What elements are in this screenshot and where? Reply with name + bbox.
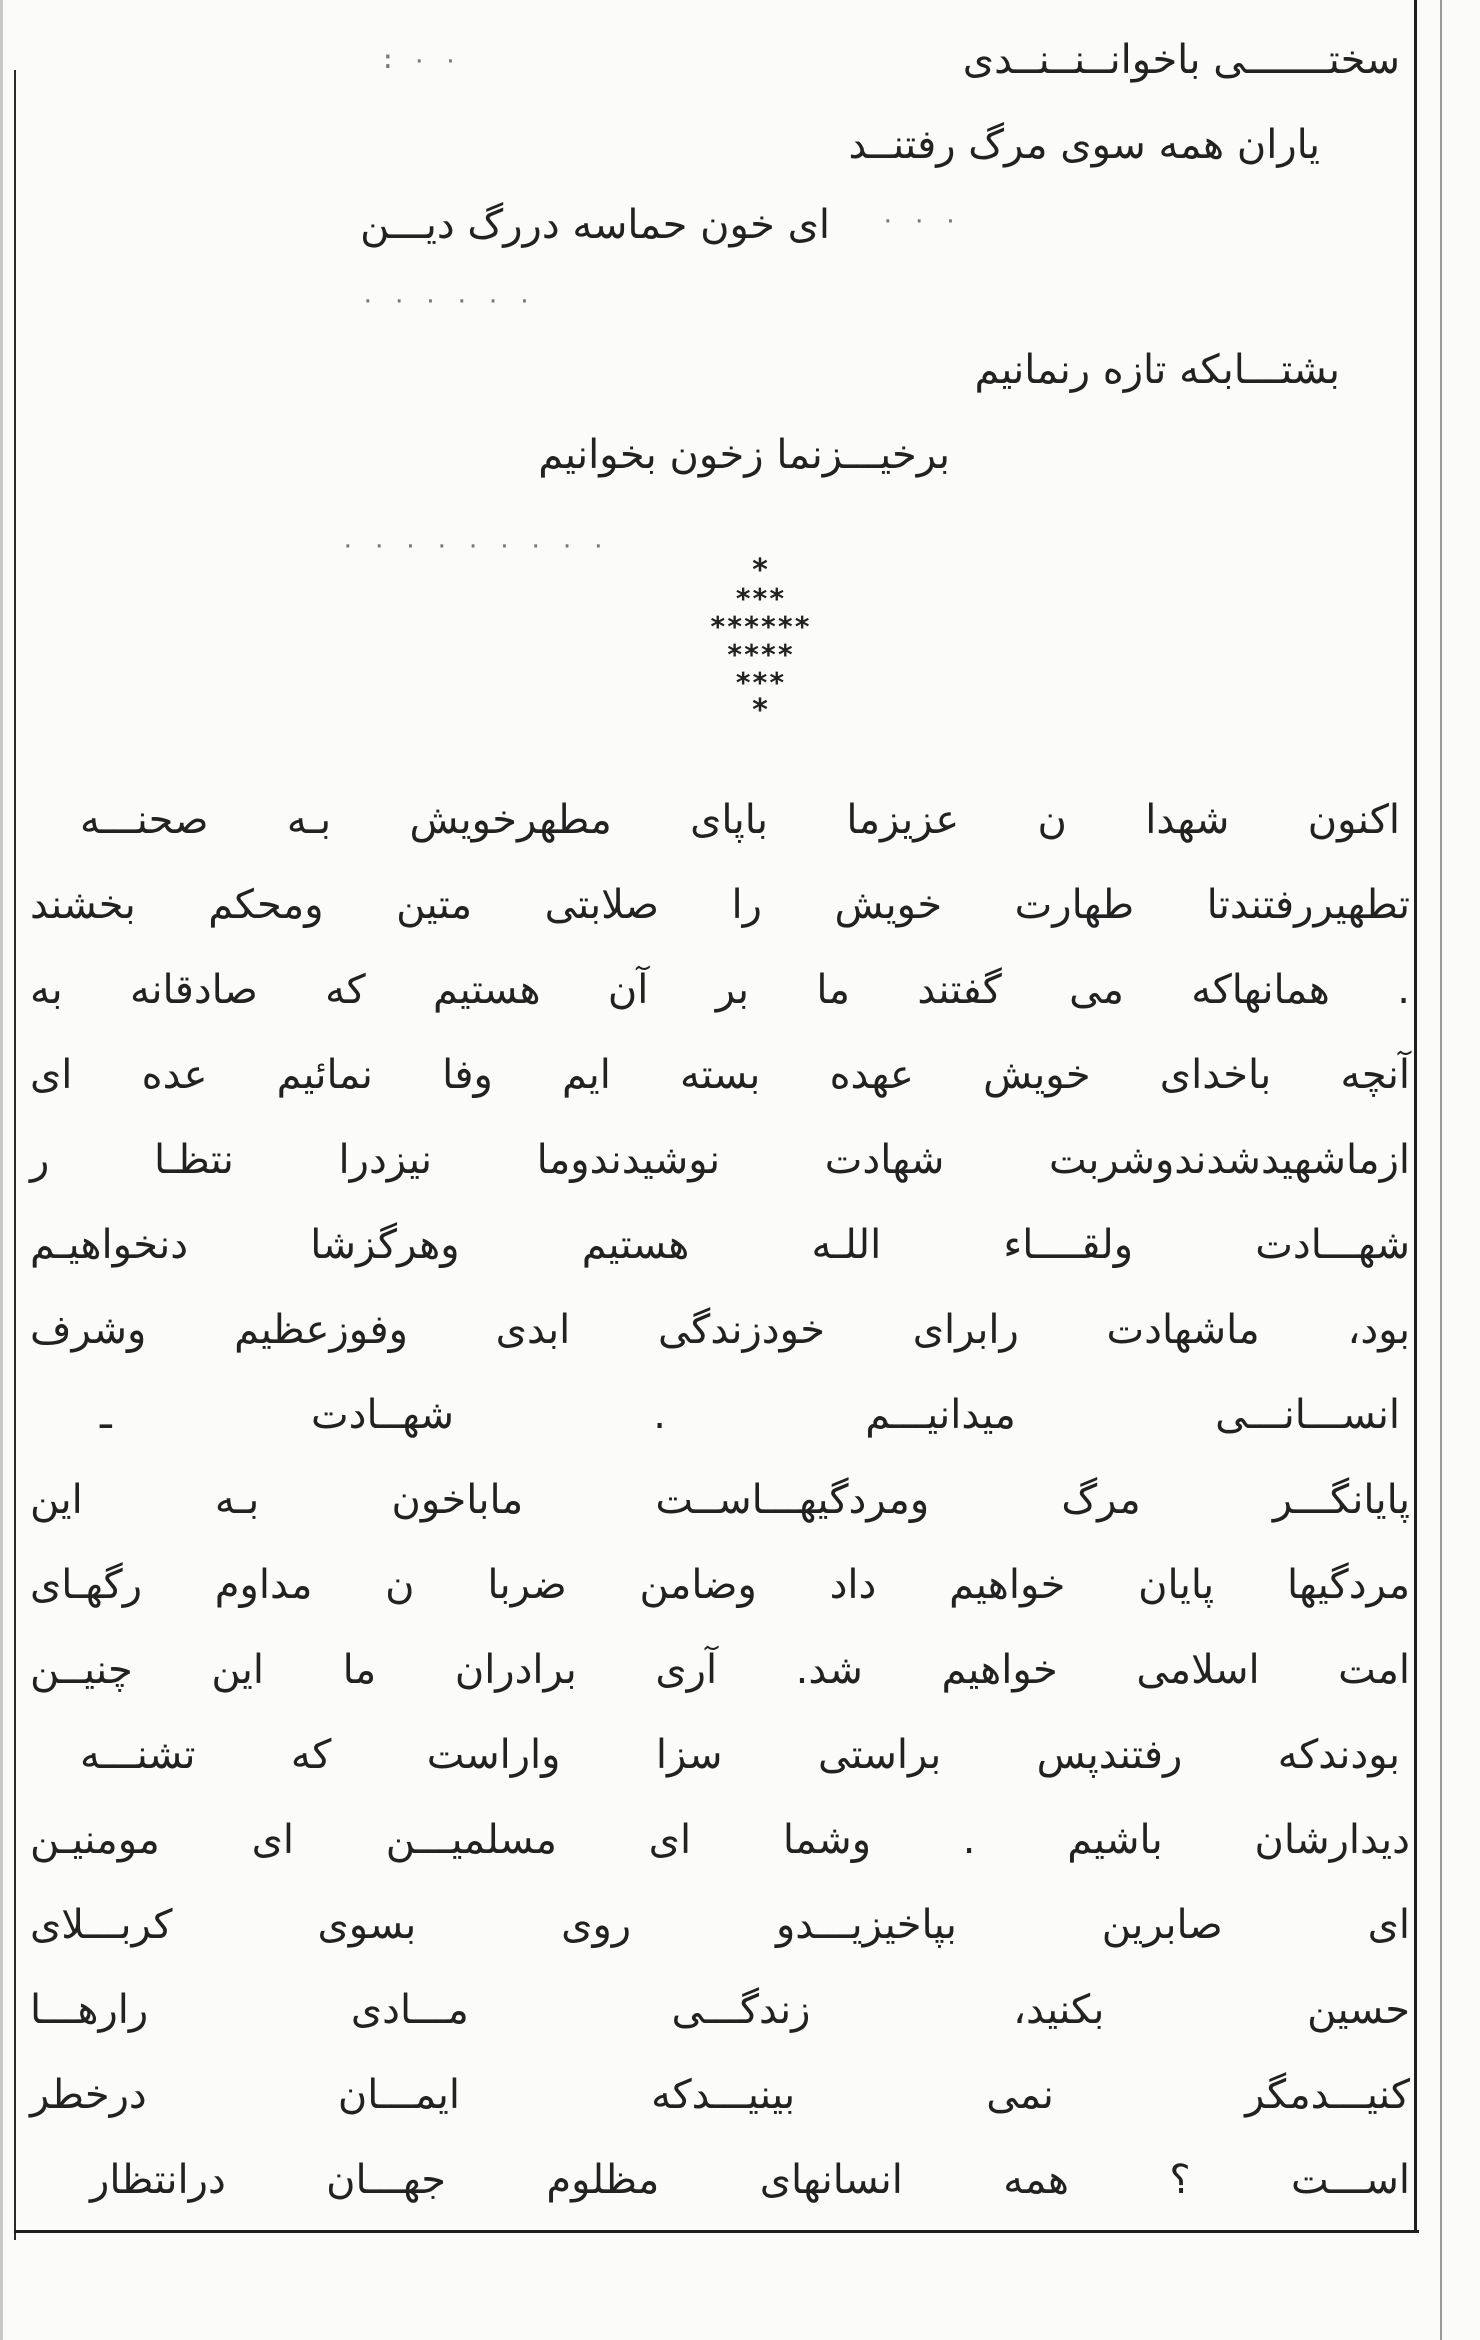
body-line-14: ای صابرین بپاخیزیـــدو روی بسوی کربـــلای — [30, 1902, 1410, 1948]
body-line-11: امت اسلامی خواهیم شد. آری برادران ما این چنیــن — [30, 1647, 1410, 1693]
body-line-8: انســـانـــی میدانیـــم . شهــادت ـ — [100, 1392, 1400, 1438]
page-left-edge — [0, 0, 3, 2340]
poem-line-3: ای خون حماسه دررگ دیـــن — [360, 202, 830, 248]
ornament-row-3: ****** — [709, 610, 811, 643]
body-line-10: مردگیها پایان خواهیم داد وضامن ضربا ن مداوم رگهـای — [30, 1562, 1410, 1608]
ornament-row-6: * — [750, 693, 770, 728]
body-line-3: . همانهاکه می گفتند ما بر آن هستیم که صادقانه به — [30, 967, 1410, 1013]
body-line-16: کنیـــدمگر نمی بینیـــدکه ایمـــان درخطر — [30, 2072, 1410, 2118]
ornament-row-4: **** — [726, 638, 794, 671]
body-line-13: دیدارشان باشیم . وشما ای مسلمیـــن ای مومنیـن — [30, 1817, 1410, 1863]
body-line-1: اکنون شهدا ن عزیزما باپای مطهرخویش بـه صحنـــه — [80, 797, 1400, 843]
body-line-7: بود، ماشهادت رابرای خودزندگی ابدی وفوزعظیم وشرف — [30, 1307, 1410, 1353]
body-line-6: شهـــادت ولقــــاء اللـه هستیم وهرگزشا دنخواهیـم — [30, 1222, 1410, 1268]
body-line-4: آنچه باخدای خویش عهده بسته ایم وفا نمائیم عده ای — [30, 1052, 1410, 1098]
noise-specks-1: : ٠ ٠ — [380, 45, 459, 75]
body-line-2: تطهیررفتندتا طهارت خویش را صلابتی متین ومحکم بخشند — [30, 882, 1410, 928]
poem-line-2: یاران همه سوی مرگ رفتنــد — [848, 122, 1320, 168]
noise-specks-4: ٠ ٠ ٠ ٠ ٠ ٠ ٠ ٠ ٠ — [340, 530, 607, 560]
body-line-17: اســـت ؟ همه انسانهای مظلوم جهـــان درانتظار — [90, 2157, 1410, 2203]
poem-line-1: سختـــــــی باخوانــنــنــدی — [962, 37, 1400, 83]
ornament-row-1: * — [750, 553, 770, 588]
noise-specks-3: ٠ ٠ ٠ ٠ ٠ ٠ — [360, 285, 533, 315]
frame-bottom-rule — [14, 2230, 1419, 2233]
frame-left-rule — [14, 70, 16, 2240]
body-line-9: پایانگـــر مرگ ومردگیهـــاســت ماباخون بـه این — [30, 1477, 1410, 1523]
ornament-row-5: *** — [734, 666, 786, 699]
poem-line-5: برخیـــزنما زخون بخوانیم — [538, 432, 950, 478]
body-line-15: حسین بکنید، زندگـــی مـــادی رارهـــا — [30, 1987, 1410, 2033]
noise-specks-2: ٠ ٠ ٠ — [880, 205, 959, 235]
body-line-5: ازماشهیدشدندوشربت شهادت نوشیدندوما نیزدرا نتظـا ر — [30, 1137, 1410, 1183]
ornament-row-2: *** — [734, 582, 786, 615]
body-line-12: بودندکه رفتندپس براستی سزا واراست که تشنـــه — [80, 1732, 1400, 1778]
asterisk-ornament — [660, 550, 860, 730]
poem-line-4: بشتـــابکه تازه رنمانیم — [974, 347, 1340, 393]
page-right-edge — [1440, 0, 1442, 2340]
frame-right-rule — [1414, 0, 1417, 2230]
